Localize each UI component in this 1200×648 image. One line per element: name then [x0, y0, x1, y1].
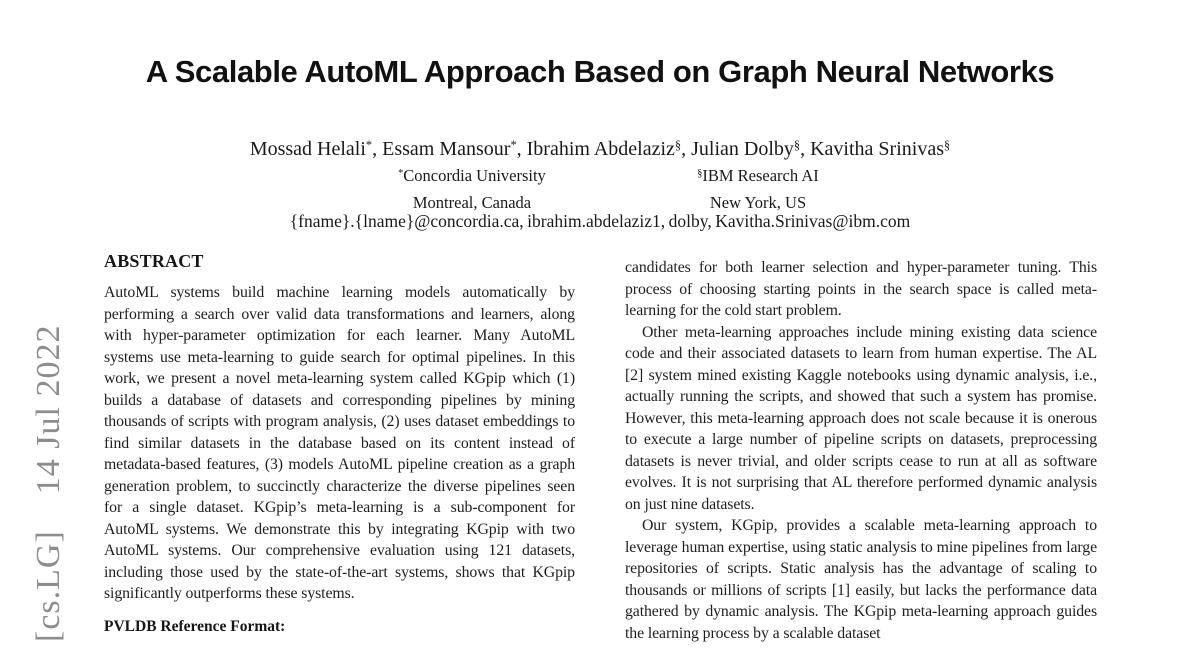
intro-paragraph: Other meta-learning approaches include mining existing data science code and their associated datasets to learn from human expertise. The AL [2] system mined existing Kaggle notebooks using dynamic analysis, i.e., actually running the scripts, and showed that such a system has promise. However, this meta-learning approach does not scale because it is onerous to execute a large number of pipeline scripts on datasets, preprocessing datasets is never trivial, and older scripts cease to run at all as software evolves. It is not surprising that AL therefore performed dynamic analysis on just nine datasets.	[625, 323, 1097, 513]
affiliation-mark: §	[697, 168, 703, 180]
affiliation-mark: *	[398, 168, 404, 180]
author-name: Julian Dolby	[691, 138, 794, 160]
author-name: Mossad Helali	[249, 138, 366, 160]
author-affiliation-mark: *	[510, 138, 517, 153]
reference-format-heading: PVLDB Reference Format:	[104, 617, 286, 635]
affiliation-institution: *Concordia University	[398, 166, 546, 185]
abstract-heading: ABSTRACT	[104, 251, 204, 271]
intro-paragraph: candidates for both learner selection and hyper-parameter tuning. This process of choosing starting points in the search space is called meta-learning for the cold start problem.	[625, 259, 1097, 319]
affiliation-location: Montreal, Canada	[412, 193, 532, 212]
author-affiliation-mark: §	[943, 138, 951, 153]
right-column	[625, 257, 1097, 648]
author-emails: {fname}.{lname}@concordia.ca, ibrahim.abdelaziz1, dolby, Kavitha.Srinivas@ibm.com	[289, 211, 911, 231]
affiliation-location: New York, US	[709, 193, 807, 212]
author-name: Essam Mansour	[382, 138, 511, 160]
intro-paragraph: Our system, KGpip, provides a scalable meta-learning approach to leverage human expertise, using static analysis to mine pipelines from large repositories of scripts. Static analysis has the advantage of scaling to thousands or millions of scripts [1] easily, but lacks the performance data gathered by dynamic analysis. The KGpip meta-learning approach guides the learning process by a scalable dataset	[625, 517, 1097, 642]
affiliation-block	[322, 164, 622, 215]
author-separator: ,	[516, 138, 527, 160]
left-column	[104, 251, 575, 648]
arxiv-banner: [cs.LG] 14 Jul 2022	[30, 324, 67, 642]
author-name: Ibrahim Abdelaziz	[526, 138, 675, 160]
author-affiliation-mark: §	[793, 138, 801, 153]
author-separator: ,	[681, 138, 692, 160]
author-affiliation-mark: *	[365, 138, 373, 153]
authors-line	[0, 138, 1200, 161]
author-separator: ,	[800, 138, 811, 160]
author-separator: ,	[372, 138, 383, 160]
author-name: Kavitha Srinivas	[810, 138, 944, 160]
affiliation-block	[608, 164, 908, 215]
abstract-text: AutoML systems build machine learning models automatically by performing a search over valid data transformations and learners, along with hyper-parameter optimization for each learner. Many AutoML systems use meta-learning to guide search for optimal pipelines. In this work, we present a novel meta-learning system called KGpip which (1) builds a database of datasets and corresponding pipelines by mining thousands of scripts with program analysis, (2) uses dataset embeddings to find similar datasets in the database based on its content instead of metadata-based features, (3) models AutoML pipeline creation as a graph generation problem, to succinctly characterize the diverse pipelines seen for a single dataset. KGpip’s meta-learning is a sub-component for AutoML systems. We demonstrate this by integrating KGpip with two AutoML systems. Our comprehensive evaluation using 121 datasets, including those used by the state-of-the-art systems, shows that KGpip significantly outperforms these systems.	[104, 284, 575, 602]
paper-title: A Scalable AutoML Approach Based on Graph Neural Networks	[145, 54, 1055, 89]
affiliation-institution: §IBM Research AI	[697, 166, 819, 185]
author-affiliation-mark: §	[674, 138, 682, 153]
